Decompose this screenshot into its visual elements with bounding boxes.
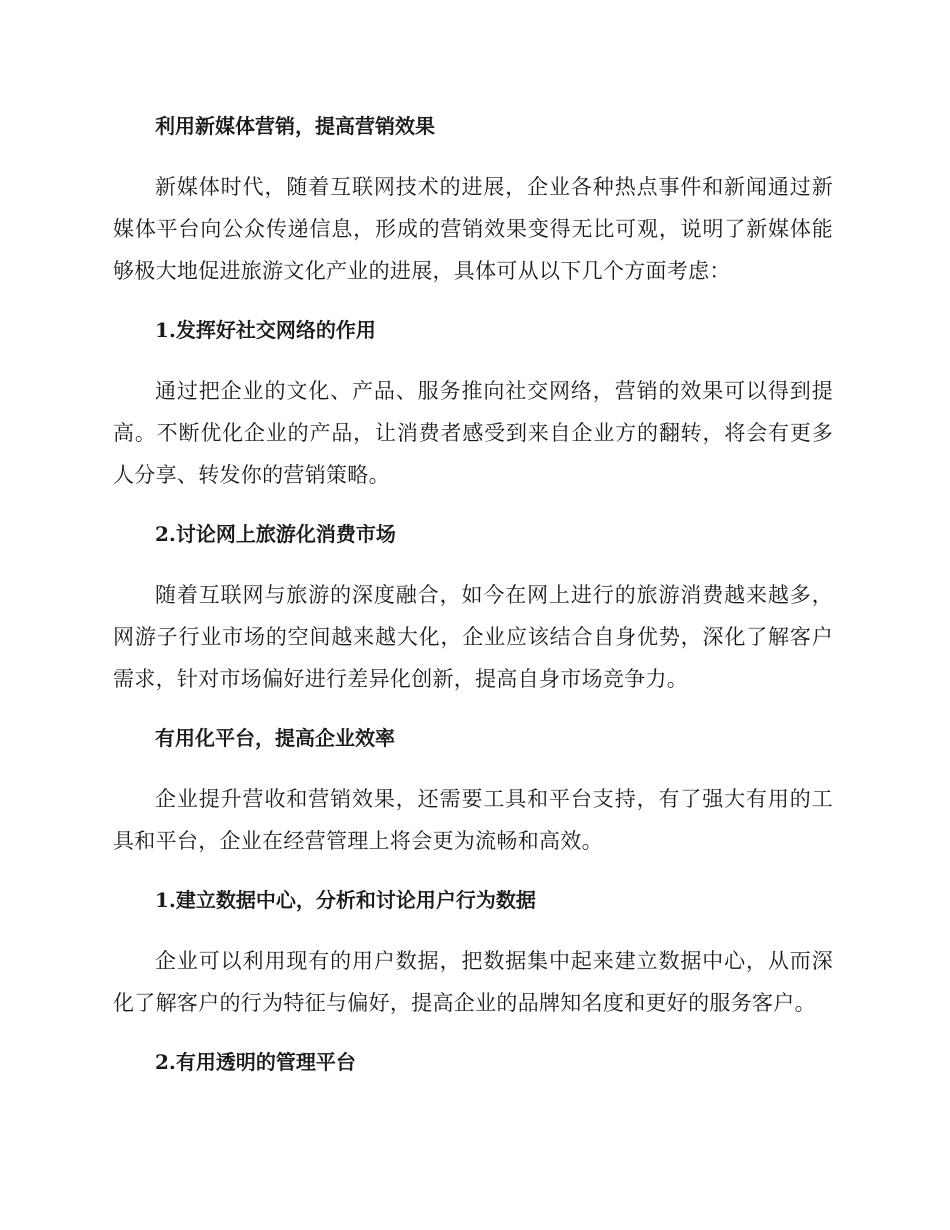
section-heading: 2.讨论网上旅游化消费市场 <box>155 522 396 546</box>
section-heading: 1.建立数据中心，分析和讨论用户行为数据 <box>155 888 536 912</box>
paragraph: 企业提升营收和营销效果，还需要工具和平台支持，有了强大有用的工具和平台，企业在经营管理上将会更为流畅和高效。 <box>113 787 833 853</box>
section-heading: 利用新媒体营销，提高营销效果 <box>155 114 435 138</box>
section-heading: 2.有用透明的管理平台 <box>155 1050 356 1074</box>
paragraph: 企业可以利用现有的用户数据，把数据集中起来建立数据中心，从而深化了解客户的行为特征与偏好，提高企业的品牌知名度和更好的服务客户。 <box>113 949 833 1015</box>
paragraph: 新媒体时代，随着互联网技术的进展，企业各种热点事件和新闻通过新媒体平台向公众传递信息，形成的营销效果变得无比可观，说明了新媒体能够极大地促进旅游文化产业的进展，具体可从以下几个方面考虑： <box>113 175 833 283</box>
document-page <box>113 104 833 1102</box>
paragraph: 通过把企业的文化、产品、服务推向社交网络，营销的效果可以得到提高。不断优化企业的产品，让消费者感受到来自企业方的翻转，将会有更多人分享、转发你的营销策略。 <box>113 379 833 487</box>
section-heading: 有用化平台，提高企业效率 <box>155 726 395 750</box>
section-heading: 1.发挥好社交网络的作用 <box>155 318 376 342</box>
paragraph: 随着互联网与旅游的深度融合，如今在网上进行的旅游消费越来越多，网游子行业市场的空间越来越大化，企业应该结合自身优势，深化了解客户需求，针对市场偏好进行差异化创新，提高自身市场竞争力。 <box>113 583 833 691</box>
